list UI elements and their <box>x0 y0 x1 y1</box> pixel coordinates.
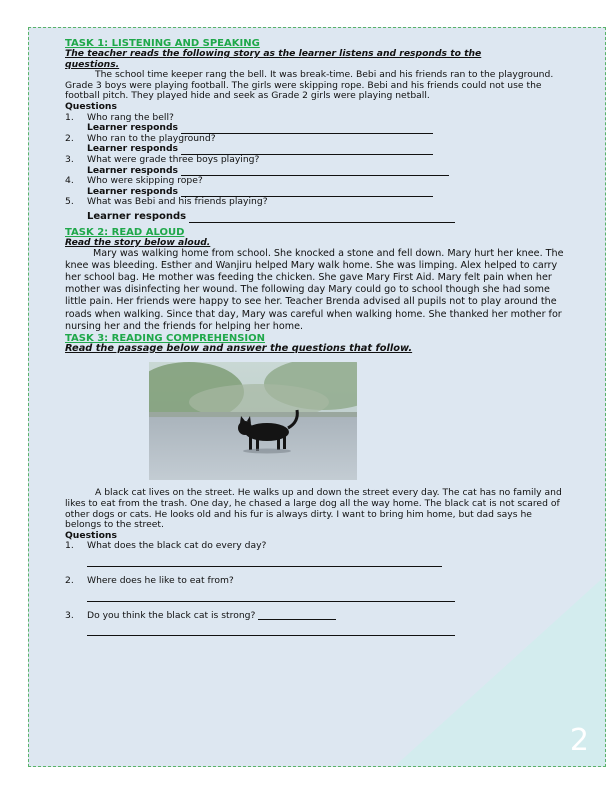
task1-response-line[interactable]: Learner responds <box>87 187 565 198</box>
worksheet-content <box>65 38 565 641</box>
task1-questions-heading: Questions <box>65 100 117 112</box>
task1-story: The school time keeper rang the bell. It was break-time. Bebi and his friends ran to the playground. Grade 3 boys were playing football. The girls were skipping rope. Bebi and his friends could not use the football pitch. They played hide and seek as Grade 2 girls were playing netball. <box>65 69 554 102</box>
task3-questions-heading: Questions <box>65 529 117 541</box>
task3-answer-line[interactable] <box>87 621 455 636</box>
dashed-page-frame <box>28 27 606 767</box>
task2-instruction: Read the story below aloud. <box>65 236 211 248</box>
task3-inline-answer[interactable] <box>258 611 336 620</box>
task3-question: 1. What does the black cat do every day? <box>65 540 267 552</box>
task1-question: 4. Who were skipping rope? <box>65 175 203 187</box>
black-cat-photo <box>149 362 357 480</box>
task1-response-line[interactable]: Learner responds <box>87 144 565 155</box>
task1-question: 2. Who ran to the playground? <box>65 132 216 144</box>
task3-passage: A black cat lives on the street. He walks up and down the street every day. The cat has no family and likes to eat from the trash. One day, he chased a large dog all the way home. The black cat is not scared of other dogs or cats. He looks old and his fur is always dirty. I want to bring him home, but dad says he belongs to the street. <box>65 487 562 531</box>
task3-question: 2. Where does he like to eat from? <box>65 574 234 586</box>
task2-story: Mary was walking home from school. She knocked a stone and fell down. Mary hurt her knee. The knee was bleeding. Esther and Wanjiru helped Mary walk home. She was limping. Alex helped to carry her school bag. He mother was feeding the chicken. She gave Mary First Aid. Mary felt pain when her mother was disinfecting her wound. The following day Mary could go to school though she had some little pain. Her friends were happy to see her. Teacher Brenda advised all pupils not to play around the roads when walking. Since that day, Mary was careful when walking home. She thanked her mother for nursing her and the friends for helping her home. <box>65 248 564 332</box>
task2-title: TASK 2: READ ALOUD <box>65 226 185 238</box>
task3-answer-line[interactable] <box>87 552 442 567</box>
task1-response-line[interactable]: Learner responds <box>87 123 565 134</box>
task1-response-line[interactable]: Learner responds <box>87 212 565 223</box>
task3-answer-line[interactable] <box>87 587 455 602</box>
task3-title: TASK 3: READING COMPREHENSION <box>65 332 266 344</box>
page-number: 2 <box>569 723 589 758</box>
task3-question: 3. Do you think the black cat is strong? <box>65 611 565 622</box>
task1-instruction: The teacher reads the following story as the learner listens and responds to the questions. <box>65 48 482 70</box>
task1-response-line[interactable]: Learner responds <box>87 166 565 177</box>
task1-question: 1. Who rang the bell? <box>65 111 174 123</box>
task1-question: 3. What were grade three boys playing? <box>65 153 260 165</box>
task3-instruction: Read the passage below and answer the questions that follow. <box>65 342 413 354</box>
task1-question: 5. What was Bebi and his friends playing? <box>65 196 268 208</box>
task1-title: TASK 1: LISTENING AND SPEAKING <box>65 38 260 49</box>
